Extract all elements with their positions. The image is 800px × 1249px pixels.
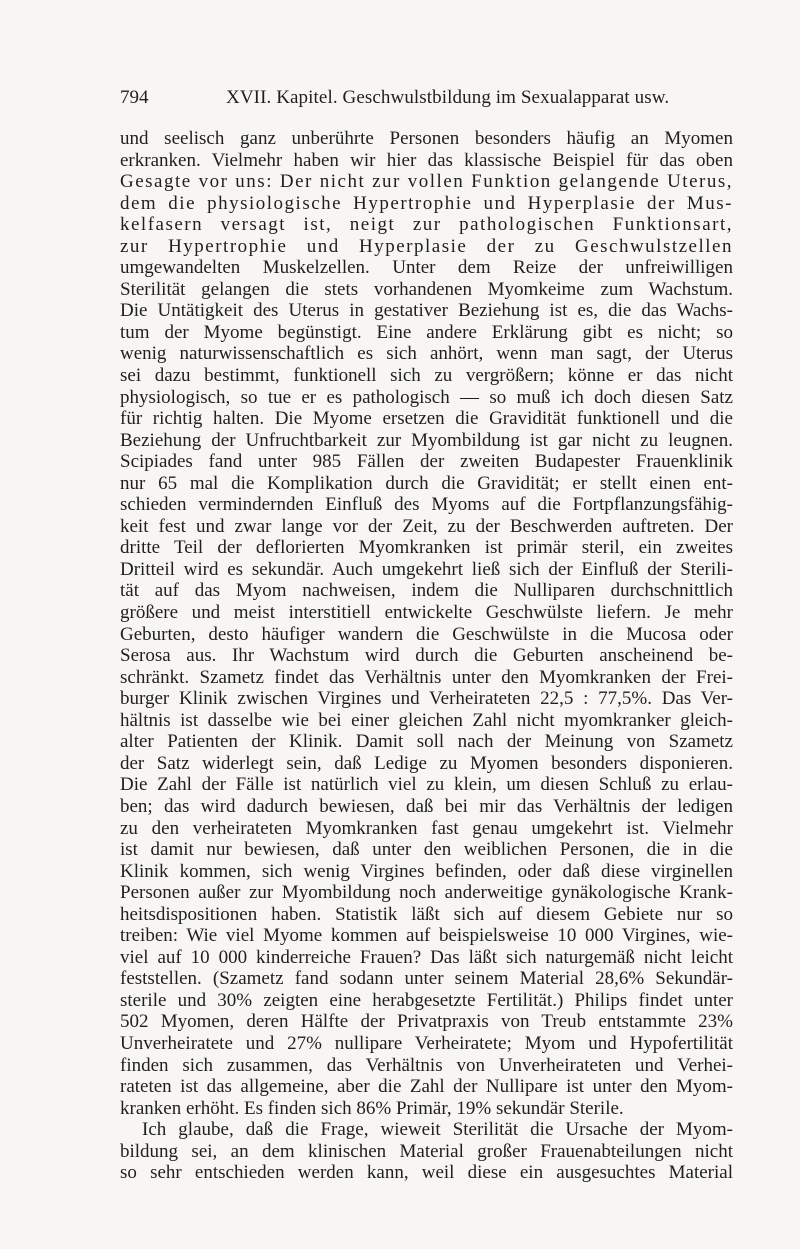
text-line: Dritteil wird es sekundär. Auch umgekehrt ließ sich der Einfluß der Sterili- <box>120 558 733 580</box>
text-line: Ich glaube, daß die Frage, wieweit Sterilität die Ursache der Myom- <box>142 1119 733 1141</box>
chapter-title: XVII. Kapitel. Geschwulstbildung im Sexualapparat usw. <box>226 87 670 108</box>
text-line: bildung sei, an dem klinischen Material großer Frauenabteilungen nicht <box>120 1140 733 1162</box>
text-line: erkranken. Vielmehr haben wir hier das klassische Beispiel für das oben <box>120 149 733 171</box>
text-line: umgewandelten Muskelzellen. Unter dem Reize der unfreiwilligen <box>120 257 733 279</box>
text-line: Beziehung der Unfruchtbarkeit zur Myombildung ist gar nicht zu leugnen. <box>120 429 733 451</box>
text-line: Die Untätigkeit des Uterus in gestativer Beziehung ist es, die das Wachs- <box>120 300 733 322</box>
text-line: sterile und 30% zeigten eine herabgesetzte Fertilität.) Philips findet unter <box>120 989 733 1011</box>
text-line: viel auf 10 000 kinderreiche Frauen? Das läßt sich naturgemäß nicht leicht <box>120 946 733 968</box>
text-line: zur Hypertrophie und Hyperplasie der zu Geschwulstzellen <box>120 235 733 257</box>
text-line: wenig naturwissenschaftlich es sich anhört, wenn man sagt, der Uterus <box>120 343 733 365</box>
text-line: schieden vermindernden Einfluß des Myoms auf die Fortpflanzungsfähig- <box>120 494 733 516</box>
text-line: größere und meist interstitiell entwickelte Geschwülste liefern. Je mehr <box>120 602 733 624</box>
text-line: keit fest und zwar lange vor der Zeit, zu der Beschwerden auftreten. Der <box>120 515 733 537</box>
text-line: dritte Teil der deflorierten Myomkranken ist primär steril, ein zweites <box>120 537 733 559</box>
text-line: sei dazu bestimmt, funktionell sich zu vergrößern; könne er das nicht <box>120 365 733 387</box>
text-line: 502 Myomen, deren Hälfte der Privatpraxis von Treub entstammte 23% <box>120 1011 733 1033</box>
text-line: finden sich zusammen, das Verhältnis von Unverheirateten und Verhei- <box>120 1054 733 1076</box>
text-line: hältnis ist dasselbe wie bei einer gleichen Zahl nicht myomkranker gleich- <box>120 709 733 731</box>
text-line: physiologisch, so tue er es pathologisch — so muß ich doch diesen Satz <box>120 386 733 408</box>
text-line: alter Patienten der Klinik. Damit soll nach der Meinung von Szametz <box>120 731 733 753</box>
text-line: Personen außer zur Myombildung noch anderweitige gynäkologische Krank- <box>120 882 733 904</box>
text-line: so sehr entschieden werden kann, weil diese ein ausgesuchtes Material <box>120 1162 733 1184</box>
text-line: nur 65 mal die Komplikation durch die Gravidität; er stellt einen ent- <box>120 472 733 494</box>
text-line: schränkt. Szametz findet das Verhältnis unter den Myomkranken der Frei- <box>120 666 733 688</box>
text-line: für richtig halten. Die Myome ersetzen die Gravidität funktionell und die <box>120 408 733 430</box>
body-text <box>120 128 733 1184</box>
text-line: Gesagte vor uns: Der nicht zur vollen Funktion gelangende Uterus, <box>120 171 733 193</box>
text-line: burger Klinik zwischen Virgines und Verheirateten 22,5 : 77,5%. Das Ver- <box>120 688 733 710</box>
text-line: ben; das wird dadurch bewiesen, daß bei mir das Verhältnis der ledigen <box>120 795 733 817</box>
text-line: Unverheiratete und 27% nullipare Verheiratete; Myom und Hypofertilität <box>120 1032 733 1054</box>
text-line: Klinik kommen, sich wenig Virgines befinden, oder daß diese virginellen <box>120 860 733 882</box>
text-line: tät auf das Myom nachweisen, indem die Nulliparen durchschnittlich <box>120 580 733 602</box>
text-line: Serosa aus. Ihr Wachstum wird durch die Geburten anscheinend be- <box>120 645 733 667</box>
text-line: feststellen. (Szametz fand sodann unter seinem Material 28,6% Sekundär- <box>120 968 733 990</box>
text-line: heitsdispositionen haben. Statistik läßt sich auf diesem Gebiete nur so <box>120 903 733 925</box>
text-line: Die Zahl der Fälle ist natürlich viel zu klein, um diesen Schluß zu erlau- <box>120 774 733 796</box>
text-line: kelfasern versagt ist, neigt zur pathologischen Funktionsart, <box>120 214 733 236</box>
text-line: treiben: Wie viel Myome kommen auf beispielsweise 10 000 Virgines, wie- <box>120 925 733 947</box>
text-line: und seelisch ganz unberührte Personen besonders häufig an Myomen <box>120 128 733 149</box>
text-line: zu den verheirateten Myomkranken fast genau umgekehrt ist. Vielmehr <box>120 817 733 839</box>
text-line: der Satz widerlegt sein, daß Ledige zu Myomen besonders disponieren. <box>120 752 733 774</box>
page-number: 794 <box>120 87 149 108</box>
text-line: Scipiades fand unter 985 Fällen der zweiten Budapester Frauenklinik <box>120 451 733 473</box>
text-line: dem die physiologische Hypertrophie und Hyperplasie der Mus- <box>120 192 733 214</box>
running-header <box>120 84 720 112</box>
text-line: kranken erhöht. Es finden sich 86% Primär, 19% sekundär Sterile. <box>120 1097 624 1119</box>
text-line: rateten ist das allgemeine, aber die Zahl der Nullipare ist unter den Myom- <box>120 1076 733 1098</box>
text-line: ist damit nur bewiesen, daß unter den weiblichen Personen, die in die <box>120 839 733 861</box>
text-line: Sterilität gelangen die stets vorhandenen Myomkeime zum Wachstum. <box>120 278 733 300</box>
text-line: Geburten, desto häufiger wandern die Geschwülste in die Mucosa oder <box>120 623 733 645</box>
text-line: tum der Myome begünstigt. Eine andere Erklärung gibt es nicht; so <box>120 321 733 343</box>
